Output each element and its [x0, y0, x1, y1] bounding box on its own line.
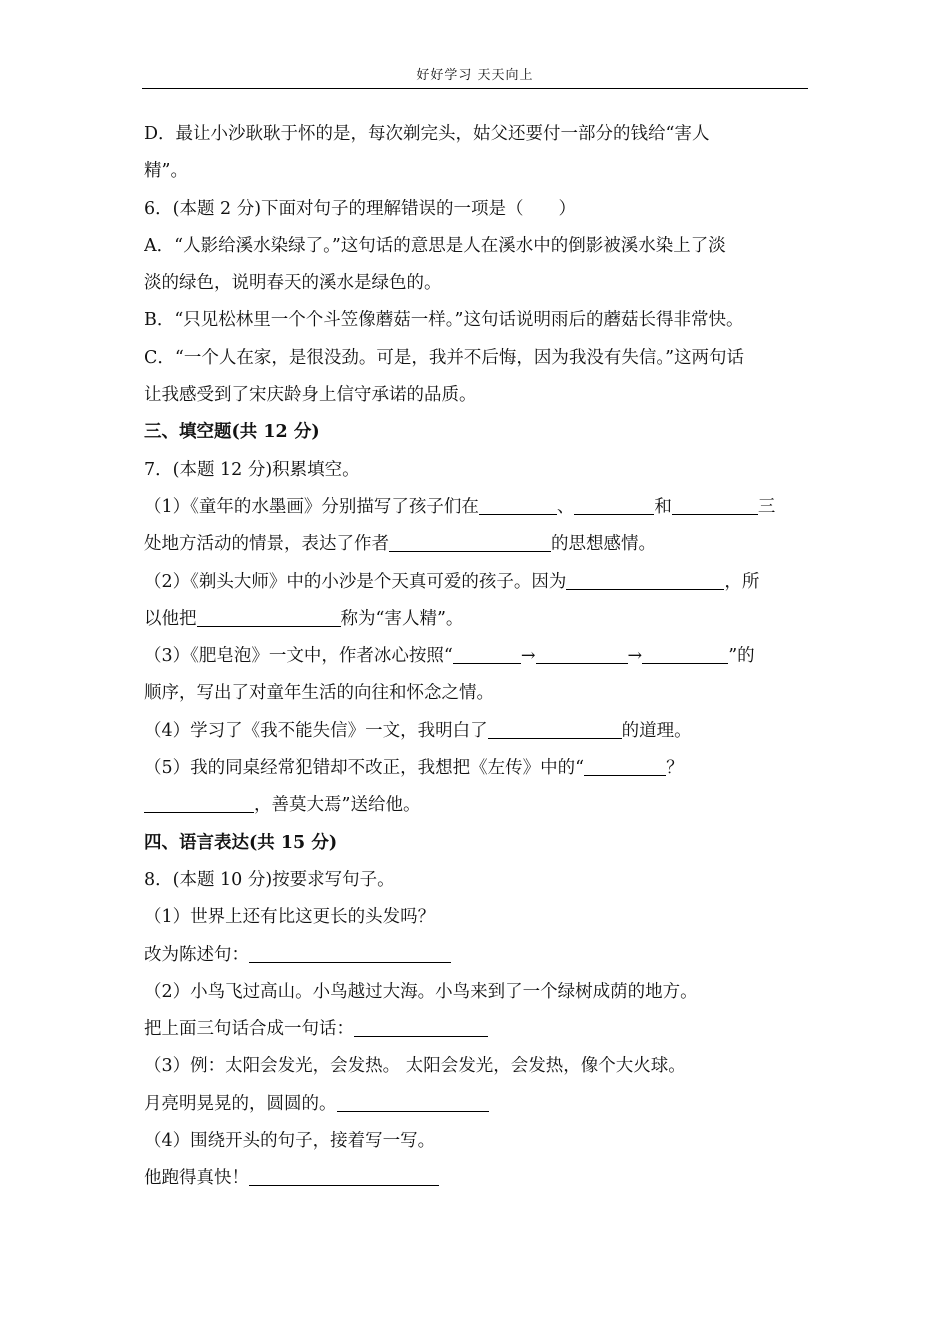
q7-item5-text-c: ，善莫大焉”送给他。	[254, 795, 421, 816]
q7-item1-text-c: 和	[654, 496, 672, 517]
q8-prompt4: （4）围绕开头的句子，接着写一写。	[144, 1131, 436, 1152]
q7-item2-text-b: ，所	[724, 571, 760, 592]
q6-option-c-line2: 让我感受到了宋庆龄身上信守承诺的品质。	[144, 385, 477, 406]
q8-answer2-label: 把上面三句话合成一句话：	[144, 1019, 354, 1040]
q8-answer3-line	[144, 1086, 808, 1123]
q7-item5-line2	[144, 787, 808, 824]
answer-blank[interactable]	[453, 645, 521, 664]
q8-answer3-label: 月亮明晃晃的，圆圆的。	[144, 1093, 337, 1114]
q5-option-d-line2: 精”。	[144, 161, 188, 182]
arrow-glyph: →	[627, 646, 643, 667]
q6-option-b: B．“只见松林里一个个斗笠像蘑菇一样。”这句话说明雨后的蘑菇长得非常快。	[144, 310, 744, 331]
q7-item1-line1	[144, 489, 808, 526]
q8-answer4-label: 他跑得真快！	[144, 1168, 249, 1189]
q8-prompt3: （3）例：太阳会发光，会发热。 太阳会发光，会发热，像个大火球。	[144, 1056, 686, 1077]
q7-item3-text-a: （3）《肥皂泡》一文中，作者冰心按照“	[144, 646, 453, 667]
answer-blank[interactable]	[536, 645, 628, 664]
section4-title: 四、语言表达(共 15 分)	[144, 832, 338, 853]
q7-item2-line2	[144, 601, 808, 638]
q8-answer4-line	[144, 1160, 808, 1197]
q8-prompt2: （2）小鸟飞过高山。小鸟越过大海。小鸟来到了一个绿树成荫的地方。	[144, 981, 698, 1002]
q5-option-d-line1: D．最让小沙耿耿于怀的是，每次剃完头，姑父还要付一部分的钱给“害人	[144, 124, 710, 144]
answer-blank[interactable]	[479, 496, 557, 515]
q7-item1-text-b: 、	[556, 496, 575, 517]
answer-blank[interactable]	[144, 794, 254, 813]
q7-item1-text-f: 的思想感情。	[551, 534, 656, 555]
answer-blank[interactable]	[389, 533, 551, 552]
q7-item1-line2	[144, 526, 808, 563]
q6-option-a-line2: 淡的绿色，说明春天的溪水是绿色的。	[144, 273, 442, 294]
q8-answer2-line	[144, 1011, 808, 1048]
section3-title: 三、填空题(共 12 分)	[144, 422, 320, 443]
answer-blank[interactable]	[249, 1167, 439, 1186]
answer-blank[interactable]	[197, 608, 341, 627]
answer-blank[interactable]	[249, 944, 451, 963]
answer-blank[interactable]	[584, 757, 666, 776]
q7-item3-line2: 顺序，写出了对童年生活的向往和怀念之情。	[144, 683, 494, 704]
q7-item2-text-c: 以他把	[144, 608, 197, 629]
q7-item1-text-d: 三	[757, 496, 776, 517]
q7-item4-text-b: 的道理。	[621, 720, 692, 741]
q6-option-c-line1: C．“一个人在家，是很没劲。可是，我并不后悔，因为我没有失信。”这两句话	[144, 347, 745, 368]
q7-item1-text-e: 处地方活动的情景，表达了作者	[144, 534, 389, 555]
q7-item3-text-b: ”的	[728, 646, 755, 667]
q6-stem: 6．(本题 2 分)下面对句子的理解错误的一项是（ ）	[144, 198, 577, 219]
q7-stem: 7．(本题 12 分)积累填空。	[144, 459, 360, 480]
answer-blank[interactable]	[488, 720, 622, 739]
q6-option-a-line1: A．“人影给溪水染绿了。”这句话的意思是人在溪水中的倒影被溪水染上了淡	[144, 235, 726, 256]
page-header: 好好学习 天天向上	[416, 68, 534, 83]
q7-item4-line	[144, 713, 808, 750]
q7-item5-line1	[144, 750, 808, 787]
answer-blank[interactable]	[642, 645, 728, 664]
document-body	[144, 116, 808, 1198]
header-rule	[142, 88, 808, 89]
q7-item2-text-d: 称为“害人精”。	[340, 608, 464, 629]
q8-stem: 8．(本题 10 分)按要求写句子。	[144, 869, 395, 890]
q7-item2-line1	[144, 564, 808, 601]
q8-prompt1: （1）世界上还有比这更长的头发吗？	[144, 907, 436, 928]
answer-blank[interactable]	[672, 496, 758, 515]
q8-answer1-label: 改为陈述句：	[144, 944, 249, 965]
q7-item5-text-b: ？	[666, 758, 684, 779]
q8-answer1-line	[144, 937, 808, 974]
q7-item5-text-a: （5）我的同桌经常犯错却不改正，我想把《左传》中的“	[144, 758, 585, 779]
q7-item4-text-a: （4）学习了《我不能失信》一文，我明白了	[144, 720, 488, 741]
q7-item1-text-a: （1）《童年的水墨画》分别描写了孩子们在	[144, 496, 479, 517]
q7-item2-text-a: （2）《剃头大师》中的小沙是个天真可爱的孩子。因为	[144, 571, 567, 592]
answer-blank[interactable]	[566, 571, 724, 590]
q7-item3-line1	[144, 638, 808, 675]
answer-blank[interactable]	[354, 1018, 488, 1037]
answer-blank[interactable]	[574, 496, 654, 515]
answer-blank[interactable]	[337, 1093, 489, 1112]
arrow-glyph: →	[520, 646, 536, 667]
